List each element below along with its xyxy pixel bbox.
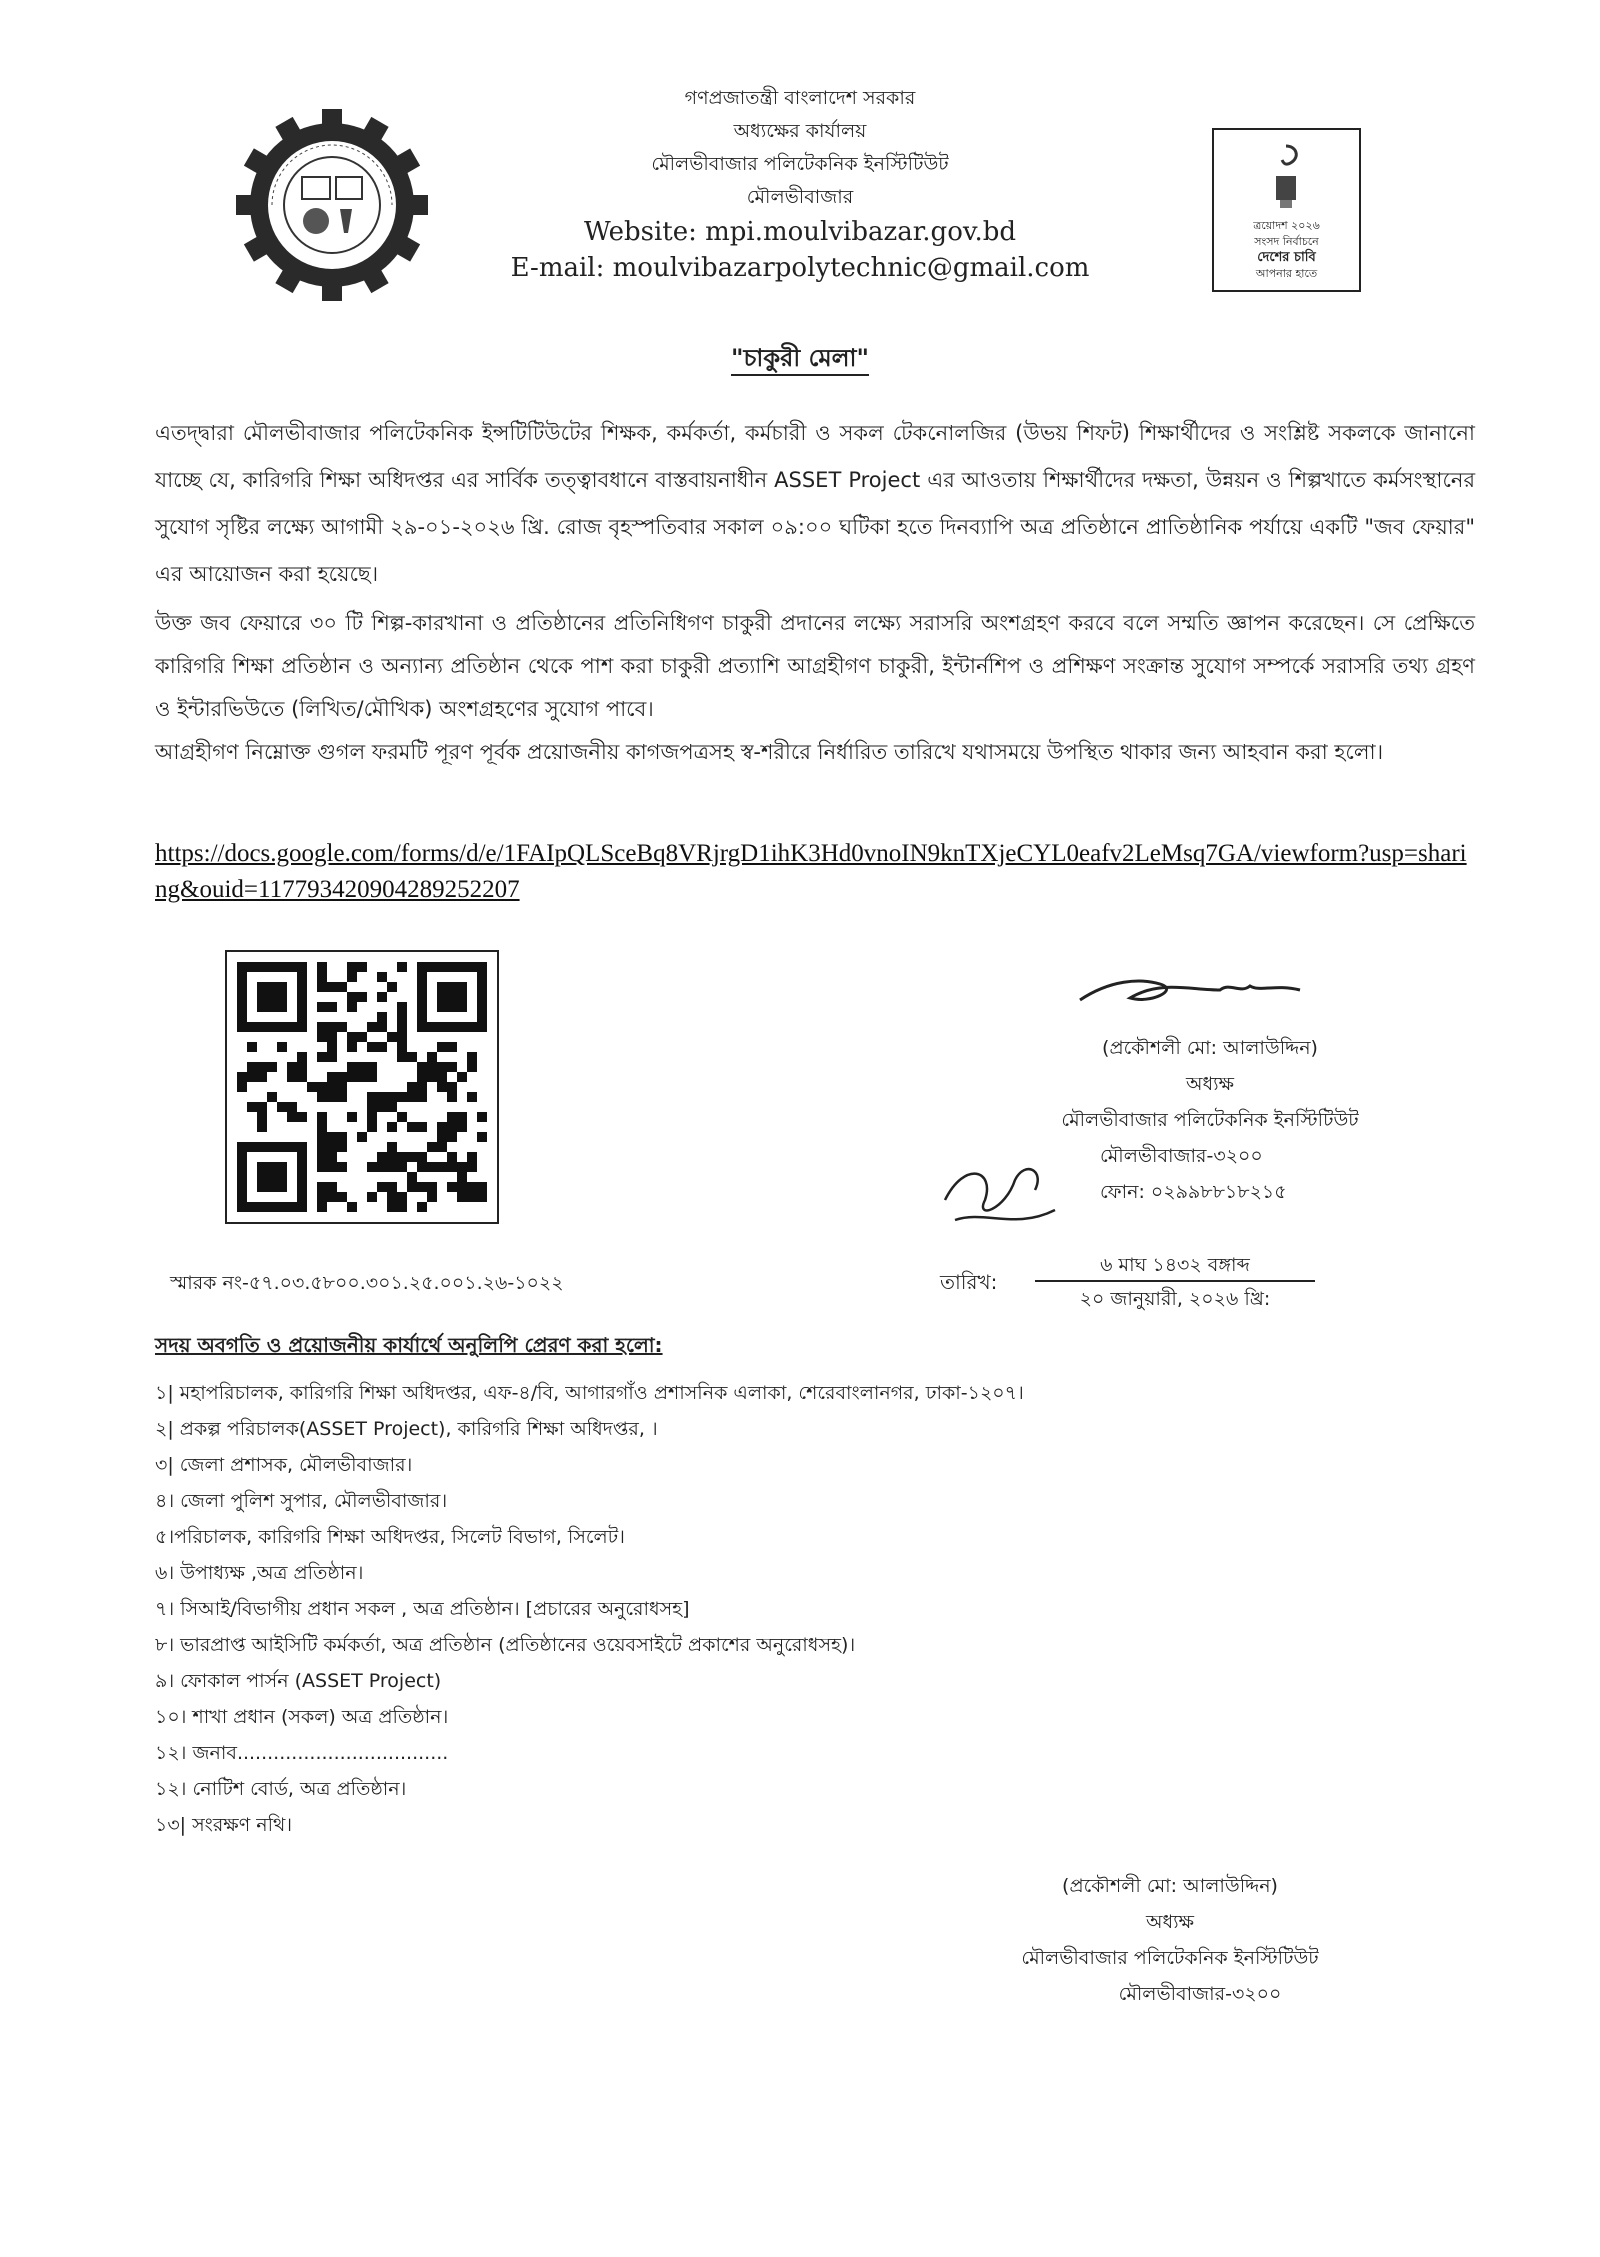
signatory-phone: ফোন: ০২৯৯৮৮১৮২১৫ <box>1100 1181 1287 1203</box>
date-label: তারিখ: <box>940 1270 998 1294</box>
list-item: ১| মহাপরিচালক, কারিগরি শিক্ষা অধিদপ্তর, এফ-৪/বি, আগারগাঁও প্রশাসনিক এলাকা, শেরেবাংলানগর, ঢাকা-১২০৭। <box>155 1382 1024 1404</box>
paragraph-3: আগ্রহীগণ নিম্নোক্ত গুগল ফরমটি পূরণ পূর্বক প্রয়োজনীয় কাগজপত্রসহ স্ব-শরীরে নির্ধারিত তারিখে যথাসময়ে উপস্থিত থাকার জন্য আহবান করা হলো। <box>155 740 1384 764</box>
list-item: ৭। সিআই/বিভাগীয় প্রধান সকল , অত্র প্রতিষ্ঠান। [প্রচারের অনুরোধসহ] <box>155 1598 690 1620</box>
signature <box>1070 960 1310 1020</box>
notice-body <box>155 410 1475 774</box>
bottom-signatory-name: (প্রকৌশলী মো: আলাউদ্দিন) <box>1062 1875 1278 1897</box>
list-item: ৬। উপাধ্যক্ষ ,অত্র প্রতিষ্ঠান। <box>155 1562 364 1584</box>
list-item: ৩| জেলা প্রশাসক, মৌলভীবাজার। <box>155 1454 413 1476</box>
notice-title-wrap <box>0 340 1600 380</box>
list-item: ৮। ভারপ্রাপ্ত আইসিটি কর্মকর্তা, অত্র প্রতিষ্ঠান (প্রতিষ্ঠানের ওয়েবসাইটে প্রকাশের অনুরোধসহ)। <box>155 1634 856 1656</box>
email-line: E-mail: moulvibazarpolytechnic@gmail.com <box>510 253 1090 283</box>
list-item: ৯। ফোকাল পার্সন (ASSET Project) <box>155 1670 442 1692</box>
date-english: ২০ জানুয়ারী, ২০২৬ খ্রি: <box>1079 1288 1271 1310</box>
list-item: ১৩| সংরক্ষণ নথি। <box>155 1814 293 1836</box>
bottom-signatory-institute: মৌলভীবাজার পলিটেকনিক ইনস্টিটিউট <box>1021 1947 1319 1969</box>
paragraph-1: এতদ্দ্বারা মৌলভীবাজার পলিটেকনিক ইন্সটিটিউটের শিক্ষক, কর্মকর্তা, কর্মচারী ও সকল টেকনোলজির (উভয় শিফট) শিক্ষার্থীদের ও সংশ্লিষ্ট সকলকে জানানো যাচ্ছে যে, কারিগরি শিক্ষা অধিদপ্তর এর সার্বিক তত্ত্বাবধানে বাস্তবায়নাধীন ASSET Project এর আওতায় শিক্ষার্থীদের দক্ষতা, উন্নয়ন ও শিল্পখাতে কর্মসংস্থানের সুযোগ সৃষ্টির লক্ষ্যে আগামী ২৯-০১-২০২৬ খ্রি. রোজ বৃহস্পতিবার সকাল ০৯:০০ ঘটিকা হতে দিনব্যাপি অত্র প্রতিষ্ঠানে প্রাতিষ্ঠানিক পর্যায়ে একটি "জব ফেয়ার" এর আয়োজন করা হয়েছে। <box>155 421 1475 586</box>
list-item: ২| প্রকল্প পরিচালক(ASSET Project), কারিগরি শিক্ষা অধিদপ্তর, । <box>155 1418 658 1440</box>
list-item: ৫।পরিচালক, কারিগরি শিক্ষা অধিদপ্তর, সিলেট বিভাগ, সিলেট। <box>155 1526 625 1548</box>
date-block <box>1035 1250 1315 1316</box>
date-bangla: ৬ মাঘ ১৪৩২ বঙ্গাব্দ <box>1035 1250 1315 1282</box>
badge-line-3: দেশের চাবি <box>1257 250 1316 265</box>
list-item: ৪। জেলা পুলিশ সুপার, মৌলভীবাজার। <box>155 1490 448 1512</box>
list-item: ১০। শাখা প্রধান (সকল) অত্র প্রতিষ্ঠান। <box>155 1706 449 1728</box>
initial-signature <box>935 1140 1075 1240</box>
bottom-signatory-address: মৌলভীবাজার-৩২০০ <box>1118 1983 1282 2005</box>
signatory-block <box>1040 1030 1380 1210</box>
institute-name: মৌলভীবাজার পলিটেকনিক ইনস্টিটিউট <box>651 153 949 175</box>
election-badge <box>1212 128 1361 292</box>
qr-code <box>225 950 499 1224</box>
qr-pattern <box>237 962 487 1212</box>
signatory-institute: মৌলভীবাজার পলিটেকনিক ইনস্টিটিউট <box>1061 1109 1359 1131</box>
badge-line-1: ত্রয়োদশ ২০২৬ <box>1253 219 1320 232</box>
notice-title: "চাকুরী মেলা" <box>731 344 869 376</box>
badge-line-2: সংসদ নির্বাচনে <box>1254 235 1319 248</box>
bottom-signatory-designation: অধ্যক্ষ <box>1145 1911 1194 1933</box>
list-item: ১২। জনাব................................... <box>155 1742 449 1764</box>
memo-number: স্মারক নং-৫৭.০৩.৫৮০০.৩০১.২৫.০০১.২৬-১০২২ <box>170 1272 564 1294</box>
website-line: Website: mpi.moulvibazar.gov.bd <box>583 217 1017 247</box>
signatory-address: মৌলভীবাজার-৩২০০ <box>1100 1145 1263 1167</box>
google-form-link[interactable]: https://docs.google.com/forms/d/e/1FAIpQLSceBq8VRjrgD1ihK3Hd0vnoIN9knTXjeCYL0eafv2LeMsq7GA/viewform?usp=sharing&ouid=117793420904289252207 <box>155 840 1467 903</box>
bottom-signatory-block <box>960 1868 1380 2012</box>
government-name: গণপ্রজাতন্ত্রী বাংলাদেশ সরকার <box>684 87 916 109</box>
signatory-designation: অধ্যক্ষ <box>1185 1073 1234 1095</box>
cc-list <box>155 1375 1475 1843</box>
list-item: ১২। নোটিশ বোর্ড, অত্র প্রতিষ্ঠান। <box>155 1778 407 1800</box>
badge-line-4: আপনার হাতে <box>1255 267 1318 280</box>
signatory-name: (প্রকৌশলী মো: আলাউদ্দিন) <box>1102 1037 1318 1059</box>
institute-city: মৌলভীবাজার <box>746 186 854 208</box>
key-icon <box>1266 142 1306 212</box>
paragraph-2: উক্ত জব ফেয়ারে ৩০ টি শিল্প-কারখানা ও প্রতিষ্ঠানের প্রতিনিধিগণ চাকুরী প্রদানের লক্ষ্যে সরাসরি অংশগ্রহণ করবে বলে সম্মতি জ্ঞাপন করেছেন। সে প্রেক্ষিতে কারিগরি শিক্ষা প্রতিষ্ঠান ও অন্যান্য প্রতিষ্ঠান থেকে পাশ করা চাকুরী প্রত্যাশি আগ্রহীগণ চাকুরী, ইন্টার্নশিপ ও প্রশিক্ষণ সংক্রান্ত সুযোগ সম্পর্কে সরাসরি তথ্য গ্রহণ ও ইন্টারভিউতে (লিখিত/মৌখিক) অংশগ্রহণের সুযোগ পাবে। <box>155 611 1475 721</box>
letterhead <box>380 82 1220 286</box>
cc-heading: সদয় অবগতি ও প্রয়োজনীয় কার্যার্থে অনুলিপি প্রেরণ করা হলো: <box>155 1333 663 1357</box>
office-name: অধ্যক্ষের কার্যালয় <box>733 120 867 142</box>
